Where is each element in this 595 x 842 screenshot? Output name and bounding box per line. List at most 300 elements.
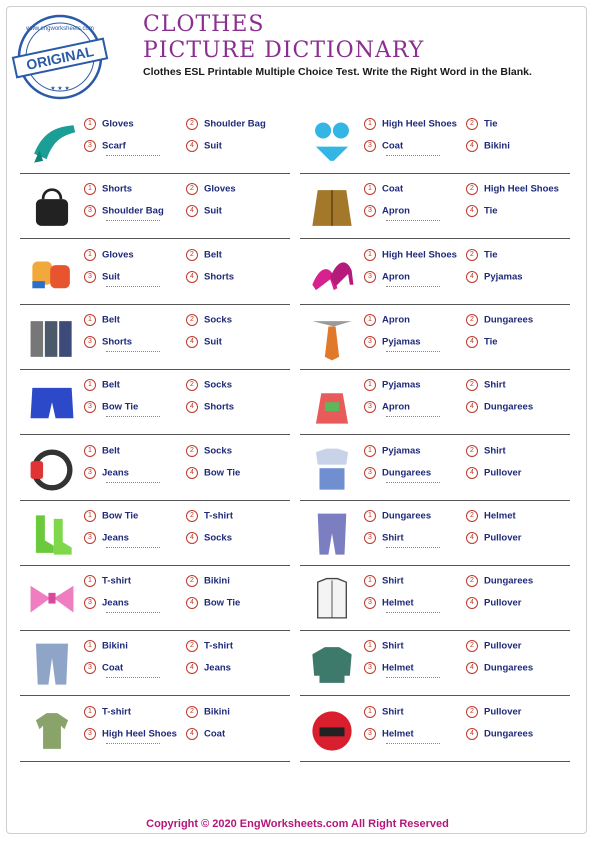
- option-number: 4: [186, 597, 198, 609]
- option-label: Shirt: [382, 640, 404, 652]
- option-number: 3: [84, 271, 96, 283]
- row-divider: [20, 761, 290, 762]
- question-item: [300, 175, 570, 239]
- option-number: 1: [364, 510, 376, 522]
- answer-option[interactable]: [186, 597, 240, 609]
- option-label: Shoulder Bag: [204, 118, 266, 130]
- option-label: Pullover: [484, 706, 522, 718]
- option-label: High Heel Shoes: [382, 249, 457, 261]
- belt-picture: [24, 445, 80, 495]
- row-divider: [20, 630, 290, 631]
- answer-option[interactable]: [84, 379, 120, 391]
- option-number: 1: [84, 314, 96, 326]
- option-number: 2: [466, 510, 478, 522]
- option-label: Bow Tie: [102, 510, 139, 522]
- option-number: 4: [186, 662, 198, 674]
- answer-option[interactable]: [466, 706, 522, 718]
- option-label: Gloves: [102, 249, 134, 261]
- option-number: 3: [84, 336, 96, 348]
- answer-option[interactable]: [466, 140, 510, 152]
- question-item: [300, 110, 570, 174]
- option-label: Socks: [204, 379, 232, 391]
- answer-blank[interactable]: [106, 677, 160, 678]
- row-divider: [20, 434, 290, 435]
- answer-option[interactable]: [84, 467, 129, 479]
- coat-picture: [304, 183, 360, 233]
- option-number: 3: [364, 140, 376, 152]
- option-number: 3: [364, 728, 376, 740]
- answer-option[interactable]: [466, 640, 522, 652]
- option-number: 1: [84, 640, 96, 652]
- answer-option[interactable]: [84, 728, 177, 740]
- high-heel-shoes-picture: [304, 249, 360, 299]
- option-number: 2: [466, 249, 478, 261]
- option-number: 1: [364, 706, 376, 718]
- svg-text:ORIGINAL: ORIGINAL: [24, 43, 96, 73]
- answer-option[interactable]: [84, 597, 129, 609]
- answer-blank[interactable]: [386, 220, 440, 221]
- option-number: 2: [466, 314, 478, 326]
- option-label: Shorts: [102, 336, 133, 348]
- answer-blank[interactable]: [106, 547, 160, 548]
- option-label: Bow Tie: [102, 401, 139, 413]
- bow-tie-picture: [24, 575, 80, 625]
- answer-option[interactable]: [186, 510, 233, 522]
- answer-blank[interactable]: [106, 612, 160, 613]
- row-divider: [20, 695, 290, 696]
- option-label: T-shirt: [204, 640, 234, 652]
- option-number: 4: [466, 140, 478, 152]
- answer-option[interactable]: [84, 662, 123, 674]
- answer-option[interactable]: [364, 640, 404, 652]
- answer-option[interactable]: [466, 445, 506, 457]
- option-number: 1: [84, 445, 96, 457]
- scarf-picture: [24, 118, 80, 168]
- option-label: Apron: [382, 401, 410, 413]
- option-number: 1: [84, 706, 96, 718]
- option-number: 2: [466, 379, 478, 391]
- option-label: High Heel Shoes: [382, 118, 457, 130]
- option-number: 1: [84, 118, 96, 130]
- answer-option[interactable]: [364, 597, 414, 609]
- answer-option[interactable]: [364, 445, 421, 457]
- answer-option[interactable]: [364, 510, 431, 522]
- question-item: [300, 567, 570, 631]
- row-divider: [300, 695, 570, 696]
- row-divider: [20, 565, 290, 566]
- answer-option[interactable]: [466, 183, 559, 195]
- option-label: Dungarees: [484, 662, 534, 674]
- option-label: T-shirt: [102, 706, 132, 718]
- option-number: 3: [84, 205, 96, 217]
- answer-option[interactable]: [84, 118, 134, 130]
- answer-option[interactable]: [364, 467, 431, 479]
- option-label: Belt: [204, 249, 222, 261]
- answer-option[interactable]: [466, 271, 523, 283]
- answer-option[interactable]: [364, 140, 403, 152]
- apron-picture: [304, 379, 360, 429]
- option-label: T-shirt: [204, 510, 234, 522]
- question-item: [300, 241, 570, 305]
- answer-blank[interactable]: [106, 220, 160, 221]
- answer-option[interactable]: [186, 271, 234, 283]
- t-shirt-picture: [24, 706, 80, 756]
- row-divider: [20, 238, 290, 239]
- option-label: Dungarees: [484, 575, 534, 587]
- answer-option[interactable]: [466, 532, 522, 544]
- option-label: Shirt: [382, 575, 404, 587]
- answer-blank[interactable]: [386, 155, 440, 156]
- row-divider: [20, 500, 290, 501]
- answer-blank[interactable]: [386, 612, 440, 613]
- row-divider: [300, 761, 570, 762]
- option-number: 4: [186, 140, 198, 152]
- row-divider: [300, 630, 570, 631]
- row-divider: [20, 369, 290, 370]
- answer-option[interactable]: [186, 379, 232, 391]
- option-label: Dungarees: [484, 314, 534, 326]
- option-label: High Heel Shoes: [102, 728, 177, 740]
- option-number: 2: [466, 183, 478, 195]
- option-label: Suit: [102, 271, 120, 283]
- dungarees-picture: [304, 510, 360, 560]
- question-item: [20, 306, 290, 370]
- answer-option[interactable]: [186, 205, 222, 217]
- option-label: Suit: [204, 205, 222, 217]
- answer-option[interactable]: [186, 467, 240, 479]
- option-number: 4: [466, 401, 478, 413]
- answer-option[interactable]: [466, 728, 533, 740]
- option-label: Shirt: [382, 706, 404, 718]
- option-label: Coat: [102, 662, 124, 674]
- answer-option[interactable]: [84, 271, 120, 283]
- option-label: Bow Tie: [204, 597, 241, 609]
- option-label: Bikini: [204, 575, 230, 587]
- option-label: Gloves: [102, 118, 134, 130]
- option-label: Bow Tie: [204, 467, 241, 479]
- answer-option[interactable]: [186, 249, 222, 261]
- jeans-picture: [24, 640, 80, 690]
- question-item: [300, 502, 570, 566]
- question-item: [20, 241, 290, 305]
- option-label: Socks: [204, 445, 232, 457]
- subtitle: Clothes ESL Printable Multiple Choice Test. Write the Right Word in the Blank.: [143, 66, 532, 78]
- row-divider: [20, 173, 290, 174]
- option-label: Gloves: [204, 183, 236, 195]
- option-label: Jeans: [204, 662, 231, 674]
- option-number: 2: [186, 445, 198, 457]
- option-label: Tie: [484, 249, 498, 261]
- option-number: 4: [466, 205, 478, 217]
- option-number: 2: [186, 118, 198, 130]
- question-item: [20, 698, 290, 762]
- answer-option[interactable]: [466, 662, 533, 674]
- page-title-line1: CLOTHES: [143, 12, 265, 37]
- option-label: Shorts: [102, 183, 133, 195]
- answer-option[interactable]: [364, 401, 410, 413]
- answer-option[interactable]: [84, 532, 129, 544]
- option-label: Pullover: [484, 532, 522, 544]
- answer-option[interactable]: [466, 379, 506, 391]
- answer-option[interactable]: [364, 575, 404, 587]
- option-label: Jeans: [102, 467, 129, 479]
- option-number: 1: [364, 575, 376, 587]
- option-number: 2: [466, 706, 478, 718]
- option-label: Apron: [382, 205, 410, 217]
- option-label: Belt: [102, 379, 120, 391]
- answer-option[interactable]: [84, 140, 126, 152]
- answer-option[interactable]: [466, 205, 498, 217]
- option-number: 4: [466, 597, 478, 609]
- answer-option[interactable]: [466, 575, 533, 587]
- answer-option[interactable]: [364, 379, 421, 391]
- helmet-picture: [304, 706, 360, 756]
- answer-option[interactable]: [84, 640, 128, 652]
- answer-option[interactable]: [364, 336, 421, 348]
- answer-option[interactable]: [186, 140, 222, 152]
- option-label: Shirt: [484, 445, 506, 457]
- answer-blank[interactable]: [106, 416, 160, 417]
- suits-picture: [24, 314, 80, 364]
- answer-option[interactable]: [84, 249, 134, 261]
- answer-option[interactable]: [466, 510, 516, 522]
- answer-option[interactable]: [186, 532, 232, 544]
- row-divider: [300, 500, 570, 501]
- option-number: 1: [364, 445, 376, 457]
- option-number: 3: [84, 597, 96, 609]
- answer-option[interactable]: [466, 597, 522, 609]
- question-item: [20, 632, 290, 696]
- option-label: Pullover: [484, 640, 522, 652]
- option-label: Pyjamas: [382, 445, 421, 457]
- option-label: Tie: [484, 205, 498, 217]
- answer-option[interactable]: [364, 728, 414, 740]
- answer-option[interactable]: [84, 314, 120, 326]
- option-label: Dungarees: [484, 401, 534, 413]
- option-number: 3: [84, 467, 96, 479]
- option-number: 2: [186, 314, 198, 326]
- option-label: Pullover: [484, 467, 522, 479]
- option-number: 3: [364, 401, 376, 413]
- option-number: 1: [364, 640, 376, 652]
- option-label: T-shirt: [102, 575, 132, 587]
- answer-option[interactable]: [84, 575, 131, 587]
- answer-option[interactable]: [84, 510, 138, 522]
- option-number: 1: [84, 379, 96, 391]
- answer-option[interactable]: [84, 445, 120, 457]
- option-label: Shirt: [484, 379, 506, 391]
- option-number: 4: [466, 271, 478, 283]
- option-number: 2: [466, 575, 478, 587]
- option-number: 3: [84, 662, 96, 674]
- option-number: 4: [186, 271, 198, 283]
- option-label: Pyjamas: [382, 379, 421, 391]
- option-number: 4: [466, 728, 478, 740]
- question-item: [20, 567, 290, 631]
- answer-blank[interactable]: [106, 155, 160, 156]
- answer-option[interactable]: [466, 118, 498, 130]
- option-number: 3: [84, 401, 96, 413]
- option-number: 1: [84, 249, 96, 261]
- answer-blank[interactable]: [106, 351, 160, 352]
- answer-blank[interactable]: [386, 482, 440, 483]
- answer-option[interactable]: [84, 183, 132, 195]
- option-label: Belt: [102, 314, 120, 326]
- option-number: 3: [364, 271, 376, 283]
- option-label: Coat: [204, 728, 226, 740]
- question-item: [20, 371, 290, 435]
- answer-option[interactable]: [84, 706, 131, 718]
- shorts-picture: [24, 379, 80, 429]
- option-number: 1: [364, 118, 376, 130]
- tie-picture: [304, 314, 360, 364]
- answer-option[interactable]: [186, 575, 230, 587]
- pullover-picture: [304, 640, 360, 690]
- option-number: 1: [364, 249, 376, 261]
- option-number: 4: [186, 401, 198, 413]
- option-number: 4: [186, 336, 198, 348]
- handbag-picture: [24, 183, 80, 233]
- option-number: 3: [364, 597, 376, 609]
- answer-option[interactable]: [364, 249, 457, 261]
- option-label: Dungarees: [382, 510, 432, 522]
- gloves-picture: [24, 249, 80, 299]
- option-label: Socks: [204, 314, 232, 326]
- answer-option[interactable]: [466, 249, 498, 261]
- pyjamas-picture: [304, 445, 360, 495]
- option-label: Dungarees: [484, 728, 534, 740]
- answer-option[interactable]: [364, 532, 404, 544]
- answer-option[interactable]: [186, 640, 233, 652]
- option-number: 2: [186, 249, 198, 261]
- option-number: 4: [466, 467, 478, 479]
- answer-option[interactable]: [186, 728, 225, 740]
- answer-blank[interactable]: [386, 547, 440, 548]
- row-divider: [300, 173, 570, 174]
- option-label: Helmet: [382, 662, 414, 674]
- option-label: Bikini: [484, 140, 510, 152]
- answer-option[interactable]: [186, 314, 232, 326]
- answer-option[interactable]: [84, 401, 138, 413]
- answer-blank[interactable]: [386, 416, 440, 417]
- option-label: Bikini: [102, 640, 128, 652]
- option-number: 1: [364, 379, 376, 391]
- option-label: High Heel Shoes: [484, 183, 559, 195]
- option-number: 1: [364, 183, 376, 195]
- option-number: 2: [186, 640, 198, 652]
- answer-option[interactable]: [466, 314, 533, 326]
- answer-blank[interactable]: [106, 482, 160, 483]
- option-label: Helmet: [382, 728, 414, 740]
- option-label: Pyjamas: [382, 336, 421, 348]
- answer-option[interactable]: [466, 401, 533, 413]
- question-item: [300, 371, 570, 435]
- option-label: Tie: [484, 336, 498, 348]
- option-label: Apron: [382, 314, 410, 326]
- option-label: Helmet: [382, 597, 414, 609]
- answer-option[interactable]: [364, 205, 410, 217]
- row-divider: [300, 304, 570, 305]
- option-number: 2: [466, 445, 478, 457]
- answer-option[interactable]: [186, 336, 222, 348]
- answer-option[interactable]: [84, 336, 132, 348]
- answer-option[interactable]: [364, 271, 410, 283]
- svg-text:★ ★ ★: ★ ★ ★: [50, 86, 70, 92]
- answer-option[interactable]: [364, 662, 414, 674]
- answer-option[interactable]: [364, 118, 457, 130]
- answer-option[interactable]: [186, 445, 232, 457]
- option-number: 2: [186, 183, 198, 195]
- question-item: [20, 502, 290, 566]
- answer-blank[interactable]: [106, 286, 160, 287]
- svg-text:www.engworksheets.com: www.engworksheets.com: [26, 26, 94, 32]
- answer-blank[interactable]: [386, 286, 440, 287]
- option-number: 4: [186, 532, 198, 544]
- option-label: Belt: [102, 445, 120, 457]
- answer-option[interactable]: [466, 336, 498, 348]
- answer-option[interactable]: [364, 183, 403, 195]
- option-number: 4: [466, 336, 478, 348]
- option-label: Socks: [204, 532, 232, 544]
- answer-option[interactable]: [84, 205, 164, 217]
- option-label: Scarf: [102, 140, 126, 152]
- option-number: 4: [186, 467, 198, 479]
- option-label: Coat: [382, 140, 404, 152]
- question-item: [300, 437, 570, 501]
- option-label: Pullover: [484, 597, 522, 609]
- option-label: Tie: [484, 118, 498, 130]
- answer-blank[interactable]: [386, 743, 440, 744]
- option-label: Helmet: [484, 510, 516, 522]
- answer-option[interactable]: [186, 706, 230, 718]
- row-divider: [300, 238, 570, 239]
- answer-blank[interactable]: [106, 743, 160, 744]
- option-number: 3: [84, 728, 96, 740]
- option-number: 3: [84, 532, 96, 544]
- row-divider: [20, 304, 290, 305]
- socks-picture: [24, 510, 80, 560]
- answer-blank[interactable]: [386, 677, 440, 678]
- option-label: Jeans: [102, 597, 129, 609]
- option-number: 1: [364, 314, 376, 326]
- option-label: Shorts: [204, 401, 235, 413]
- option-number: 3: [84, 140, 96, 152]
- option-number: 3: [364, 467, 376, 479]
- question-item: [300, 306, 570, 370]
- option-label: Shorts: [204, 271, 235, 283]
- row-divider: [300, 434, 570, 435]
- option-number: 4: [186, 205, 198, 217]
- answer-option[interactable]: [466, 467, 522, 479]
- answer-option[interactable]: [186, 401, 234, 413]
- option-number: 4: [466, 662, 478, 674]
- answer-option[interactable]: [364, 706, 404, 718]
- answer-option[interactable]: [186, 118, 266, 130]
- copyright-footer: Copyright © 2020 EngWorksheets.com All Right Reserved: [146, 818, 449, 830]
- answer-blank[interactable]: [386, 351, 440, 352]
- answer-option[interactable]: [186, 662, 231, 674]
- option-number: 4: [186, 728, 198, 740]
- option-label: Suit: [204, 336, 222, 348]
- question-item: [300, 632, 570, 696]
- question-item: [20, 437, 290, 501]
- option-label: Dungarees: [382, 467, 432, 479]
- answer-option[interactable]: [186, 183, 236, 195]
- row-divider: [300, 565, 570, 566]
- answer-option[interactable]: [364, 314, 410, 326]
- shirt-picture: [304, 575, 360, 625]
- question-item: [300, 698, 570, 762]
